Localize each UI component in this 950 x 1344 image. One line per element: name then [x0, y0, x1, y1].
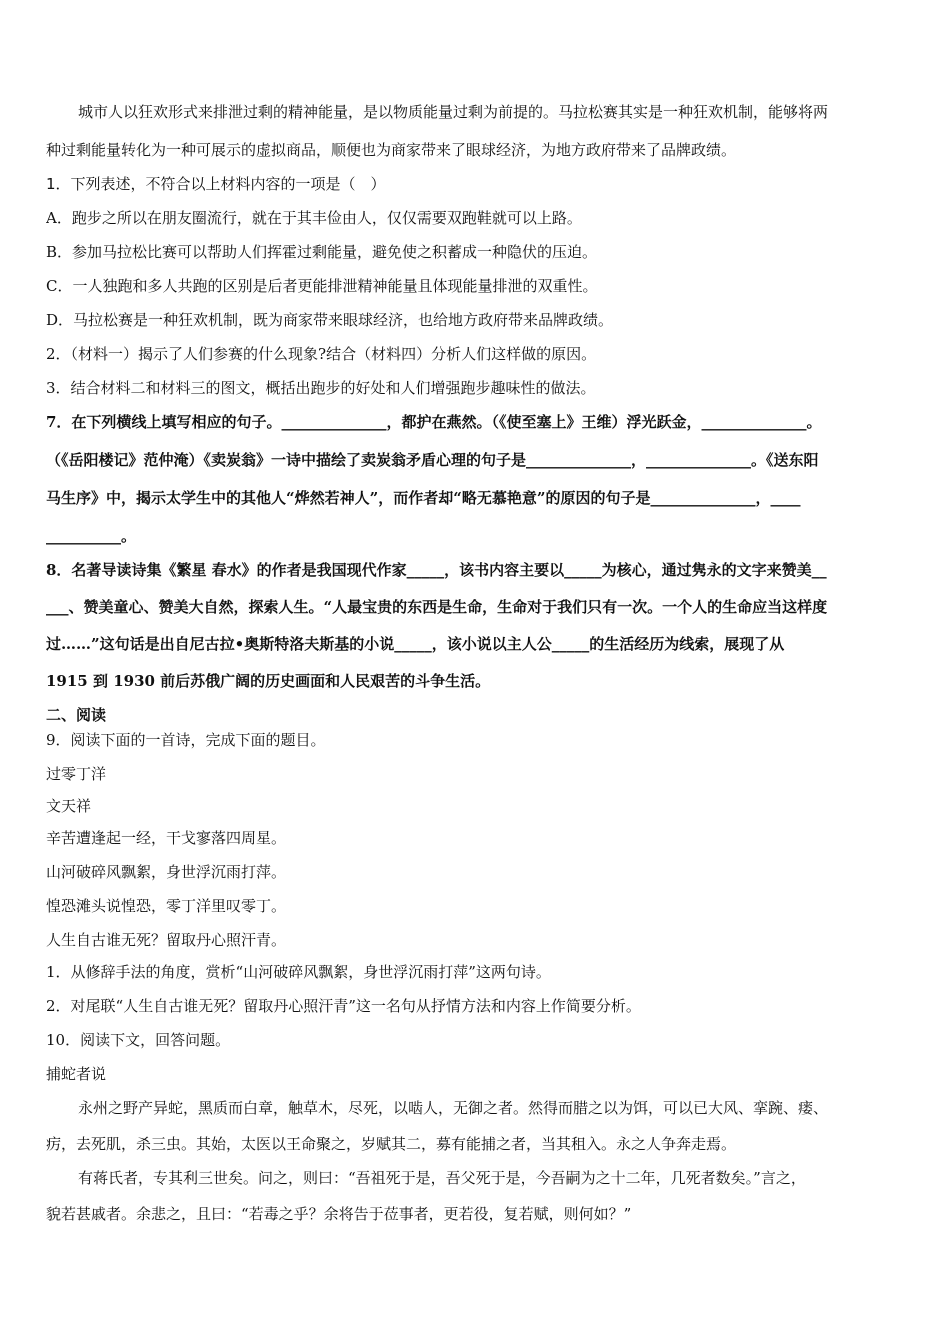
question-1: 1．下列表述，不符合以上材料内容的一项是（ ）: [46, 175, 386, 193]
prose-paragraph-1-line-1: 永州之野产异蛇，黑质而白章，触草木，尽死，以啮人，无御之者。然得而腊之以为饵，可以已大风、挛踠、瘘、: [78, 1099, 829, 1117]
poem-author: 文天祥: [46, 797, 92, 815]
option-c: C．一人独跑和多人共跑的区别是后者更能排泄精神能量且体现能量排泄的双重性。: [46, 277, 598, 295]
question-2: 2．（材料一）揭示了人们参赛的什么现象?结合（材料四）分析人们这样做的原因。: [46, 345, 597, 363]
question-8-line-2: ___、赞美童心、赞美大自然，探索人生。“人最宝贵的东西是生命，生命对于我们只有一次。一个人的生命应当这样度: [46, 598, 828, 616]
question-7-line-3: 马生序》中，揭示太学生中的其他人“烨然若神人”，而作者却“略无慕艳意”的原因的句子是______________，____: [46, 489, 801, 507]
poem-line-1: 辛苦遭逢起一经，干戈寥落四周星。: [46, 829, 287, 847]
passage-paragraph-line-1: 城市人以狂欢形式来排泄过剩的精神能量，是以物质能量过剩为前提的。马拉松赛其实是一种狂欢机制，能够将两: [78, 103, 829, 121]
question-9: 9．阅读下面的一首诗，完成下面的题目。: [46, 731, 326, 749]
section-heading-reading: 二、阅读: [46, 706, 107, 724]
question-7-line-1: 7．在下列横线上填写相应的句子。______________，都护在燕然。（《使至塞上》王维）浮光跃金，______________。: [46, 413, 822, 431]
option-b: B．参加马拉松比赛可以帮助人们挥霍过剩能量，避免使之积蓄成一种隐伏的压迫。: [46, 243, 598, 261]
question-10: 10．阅读下文，回答问题。: [46, 1031, 231, 1049]
prose-paragraph-1-line-2: 疠，去死肌，杀三虫。其始，太医以王命聚之，岁赋其二，募有能捕之者，当其租入。永之人争奔走焉。: [46, 1135, 737, 1153]
poem-line-2: 山河破碎风飘絮，身世浮沉雨打萍。: [46, 863, 287, 881]
poem-line-3: 惶恐滩头说惶恐，零丁洋里叹零丁。: [46, 897, 287, 915]
prose-paragraph-2-line-2: 貌若甚戚者。余悲之，且曰：“若毒之乎？余将告于莅事者，更若役，复若赋，则何如？”: [46, 1205, 632, 1223]
question-8-line-3: 过……”这句话是出自尼古拉•奥斯特洛夫斯基的小说_____，该小说以主人公_____的生活经历为线索，展现了从: [46, 635, 785, 653]
question-9-sub-2: 2．对尾联“人生自古谁无死？留取丹心照汗青”这一名句从抒情方法和内容上作简要分析。: [46, 997, 641, 1015]
question-9-sub-1: 1．从修辞手法的角度，赏析“山河破碎风飘絮，身世浮沉雨打萍”这两句诗。: [46, 963, 551, 981]
question-8-line-1: 8．名著导读诗集《繁星 春水》的作者是我国现代作家_____，该书内容主要以_____为核心，通过隽永的文字来赞美__: [46, 561, 827, 579]
prose-title: 捕蛇者说: [46, 1065, 107, 1083]
prose-paragraph-2-line-1: 有蒋氏者，专其利三世矣。问之，则曰：“吾祖死于是，吾父死于是，今吾嗣为之十二年，几死者数矣。”言之，: [78, 1169, 806, 1187]
option-a: A．跑步之所以在朋友圈流行，就在于其丰俭由人，仅仅需要双跑鞋就可以上路。: [46, 209, 582, 227]
question-7-line-2: （《岳阳楼记》范仲淹）《卖炭翁》一诗中描绘了卖炭翁矛盾心理的句子是______________，______________。《送东阳: [46, 451, 819, 469]
passage-paragraph-line-2: 种过剩能量转化为一种可展示的虚拟商品，顺便也为商家带来了眼球经济，为地方政府带来了品牌政绩。: [46, 141, 737, 159]
question-3: 3．结合材料二和材料三的图文，概括出跑步的好处和人们增强跑步趣味性的做法。: [46, 379, 596, 397]
option-d: D．马拉松赛是一种狂欢机制，既为商家带来眼球经济，也给地方政府带来品牌政绩。: [46, 311, 614, 329]
question-8-line-4: 1915 到 1930 前后苏俄广阔的历史画面和人民艰苦的斗争生活。: [46, 672, 491, 690]
poem-title: 过零丁洋: [46, 765, 107, 783]
poem-line-4: 人生自古谁无死？留取丹心照汗青。: [46, 931, 287, 949]
question-7-line-4: __________。: [46, 527, 137, 545]
